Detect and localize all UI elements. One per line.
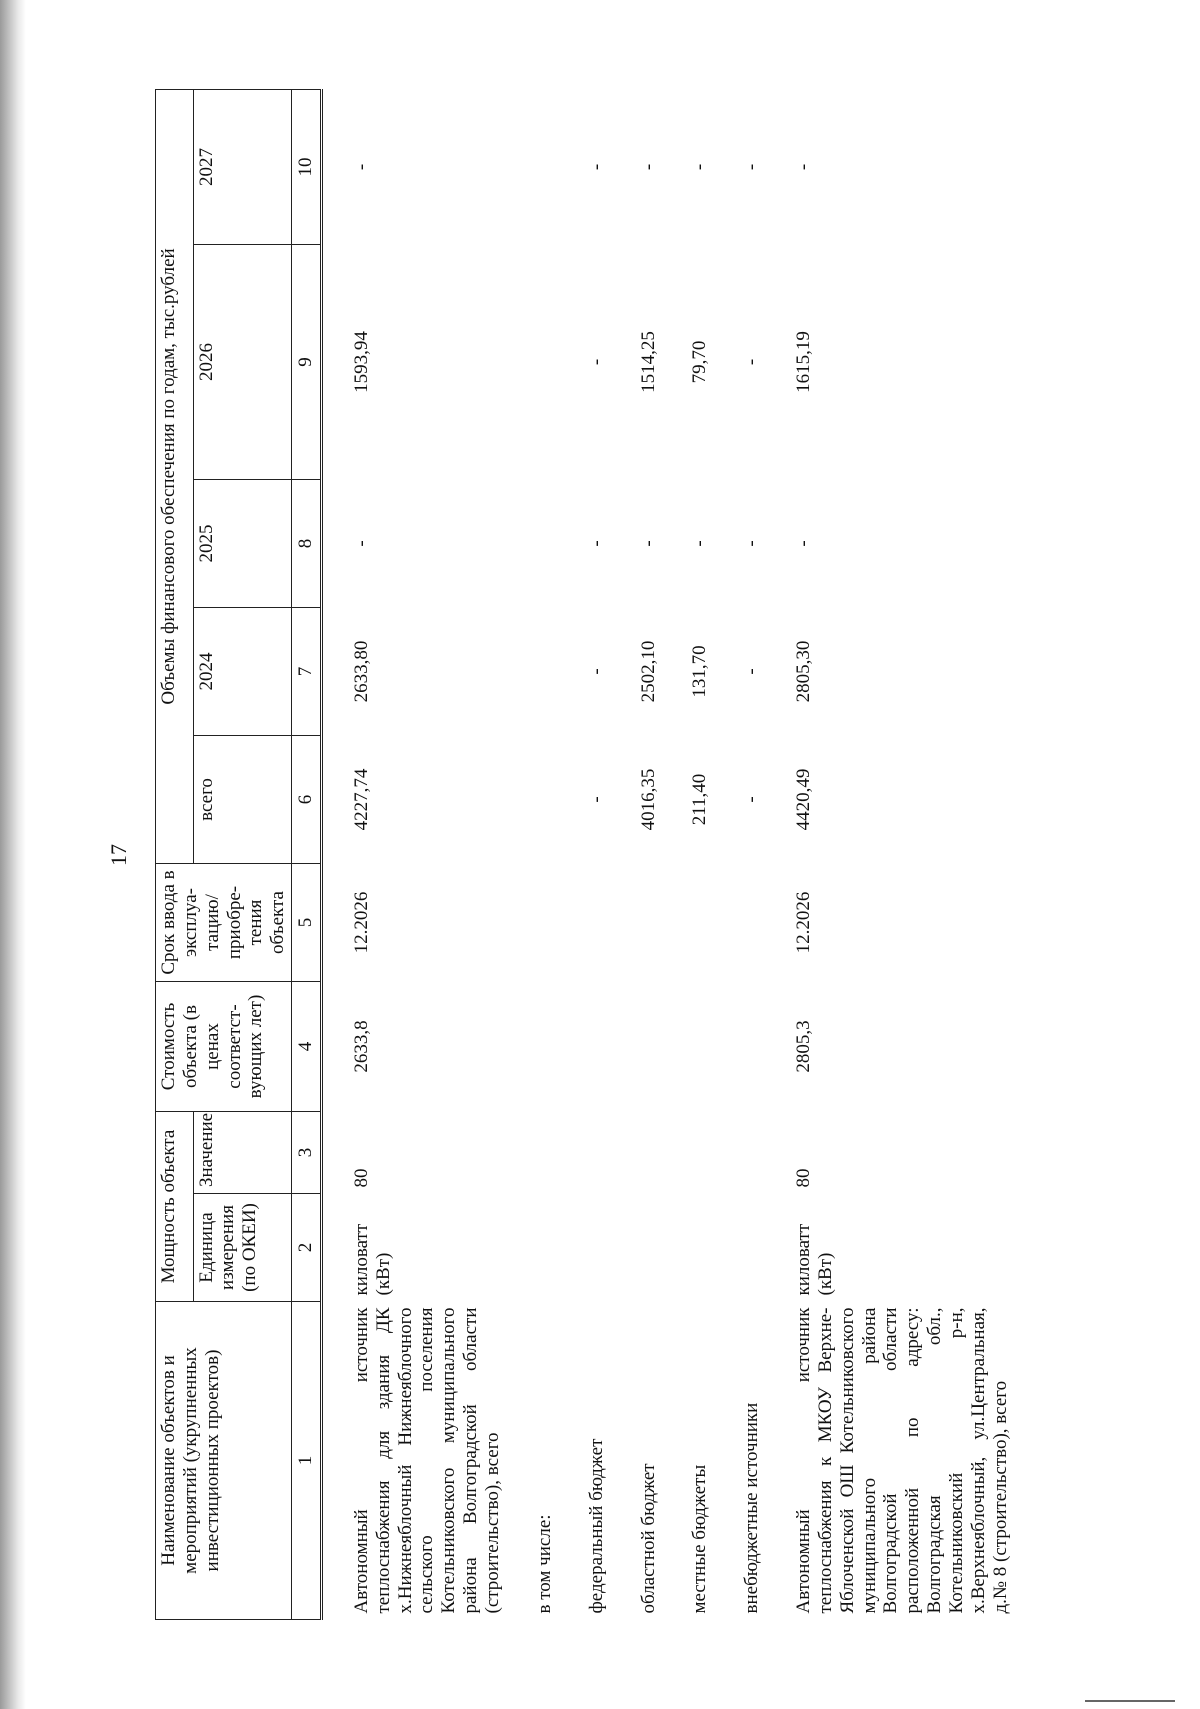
year-2025-cell: - <box>585 540 607 547</box>
rotated-table-container <box>155 90 1200 1620</box>
col-number: 1 <box>292 1302 322 1620</box>
year-2024-cell: 131,70 <box>689 645 711 698</box>
unit-cell: киловатт (кВт) <box>793 1223 836 1296</box>
year-2027-cell: - <box>585 163 607 171</box>
header-finance: Объемы финансового обеспечения по годам, тыс.рублей <box>156 89 194 863</box>
header-year-2024: 2024 <box>193 608 292 736</box>
total-cell: 211,40 <box>689 773 711 826</box>
cost-cell: 2805,3 <box>793 1020 815 1073</box>
col-number: 4 <box>292 982 322 1112</box>
header-unit: Единица измерения (по ОКЕИ) <box>193 1194 292 1302</box>
year-2027-cell: - <box>741 163 763 171</box>
header-cost: Стоимость объекта (в ценах соответст-вующих лет) <box>156 982 292 1112</box>
header-total: всего <box>193 736 292 864</box>
unit-cell: киловатт (кВт) <box>350 1223 394 1296</box>
bottom-edge-mark <box>1085 1700 1175 1702</box>
page-number: 17 <box>106 844 131 866</box>
table-row <box>739 89 765 1619</box>
year-2024-cell: - <box>585 668 607 675</box>
table-row <box>791 89 1013 1619</box>
table-row <box>349 89 506 1619</box>
header-capacity: Мощность объекта <box>156 1112 194 1302</box>
subheading: в том числе: <box>533 1514 555 1614</box>
column-numbers-row <box>292 89 322 1619</box>
cost-cell: 2633,8 <box>350 1020 372 1073</box>
year-2026-cell: 1593,94 <box>350 331 372 393</box>
col-number: 2 <box>292 1194 322 1302</box>
source-name: местные бюджеты <box>689 1464 711 1614</box>
object-name: Автономный источник теплоснабжения для здания ДК х.Нижнеяблочный Нижнеяблочного сельского поселения Котельниковского муниципального района Волгоградской области (строительство), всего <box>350 1307 503 1614</box>
year-2024-cell: 2502,10 <box>637 640 659 703</box>
col-number: 10 <box>292 89 322 244</box>
col-number: 9 <box>292 245 322 480</box>
table-row <box>584 89 610 1619</box>
year-2027-cell: - <box>350 163 372 171</box>
source-name: внебюджетные источники <box>741 1402 763 1614</box>
source-name: областной бюджет <box>637 1463 659 1614</box>
year-2024-cell: 2805,30 <box>793 640 815 703</box>
table-row <box>532 89 558 1619</box>
year-2027-cell: - <box>689 163 711 171</box>
header-term: Срок ввода в эксплуа-тацию/ приобре-тения объекта <box>156 864 292 982</box>
year-2025-cell: - <box>350 540 372 547</box>
table-row <box>687 89 713 1619</box>
year-2025-cell: - <box>689 540 711 547</box>
col-number: 8 <box>292 480 322 608</box>
year-2024-cell: - <box>741 668 763 675</box>
total-cell: - <box>585 796 607 803</box>
year-2025-cell: - <box>741 540 763 547</box>
header-year-2026: 2026 <box>193 245 292 480</box>
year-2025-cell: - <box>793 540 815 547</box>
col-number: 3 <box>292 1112 322 1194</box>
year-2027-cell: - <box>637 163 659 171</box>
total-cell: 4227,74 <box>350 768 372 831</box>
year-2024-cell: 2633,80 <box>350 640 372 703</box>
header-year-2025: 2025 <box>193 480 292 608</box>
header-value: Значение <box>193 1112 292 1194</box>
scan-edge <box>0 0 26 1709</box>
year-2026-cell: 1615,19 <box>793 331 815 393</box>
value-cell: 80 <box>350 1168 372 1188</box>
year-2026-cell: 1514,25 <box>637 331 659 393</box>
total-cell: - <box>741 796 763 803</box>
value-cell: 80 <box>793 1168 815 1188</box>
financing-table <box>155 89 1013 1620</box>
total-cell: 4016,35 <box>637 768 659 831</box>
term-cell: 12.2026 <box>793 891 815 954</box>
year-2025-cell: - <box>637 540 659 547</box>
year-2026-cell: - <box>741 358 763 366</box>
year-2026-cell: - <box>585 358 607 366</box>
col-number: 5 <box>292 864 322 982</box>
header-name: Наименование объектов и мероприятий (укрупненных инвестиционных проектов) <box>156 1302 292 1620</box>
table-row <box>636 89 662 1619</box>
year-2027-cell: - <box>793 163 815 171</box>
object-name: Автономный источник теплоснабжения к МКОУ Верхне-Яблоченской ОШ Котельниковского муниципального района Волгоградской области расположенной по адресу: Волгоградская обл., Котельниковский р-н, х.Верхнеяблочный, ул.Центральная, д.№ 8 (строительство), всего <box>793 1307 1011 1614</box>
col-number: 6 <box>292 736 322 864</box>
source-name: федеральный бюджет <box>585 1438 607 1614</box>
year-2026-cell: 79,70 <box>689 340 711 384</box>
header-year-2027: 2027 <box>193 89 292 244</box>
total-cell: 4420,49 <box>793 768 815 831</box>
col-number: 7 <box>292 608 322 736</box>
term-cell: 12.2026 <box>350 891 372 954</box>
